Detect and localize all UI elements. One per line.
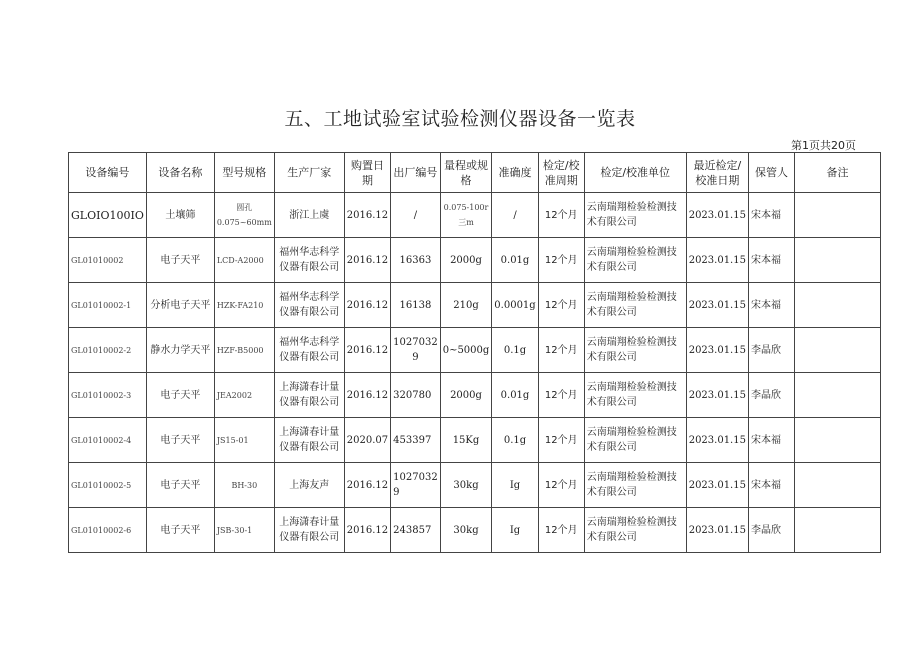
header-cell: 检定/校准周期	[538, 153, 584, 193]
serial-cell: 1027032 9	[391, 328, 441, 373]
device-name-cell: 电子天平	[146, 463, 214, 508]
maker-cell: 上海潇春计量仪器有限公司	[274, 508, 344, 553]
range-cell: 2000g	[440, 238, 492, 283]
header-cell: 量程或规格	[440, 153, 492, 193]
period-cell: 12个月	[538, 283, 584, 328]
header-cell: 准确度	[492, 153, 538, 193]
note-cell	[794, 328, 880, 373]
purchase-date-cell: 2016.12	[344, 463, 390, 508]
table-row	[69, 508, 881, 553]
calibration-unit-cell: 云南瑞翔检验检测技术有限公司	[584, 463, 686, 508]
device-id-cell: GL01010002-5	[69, 463, 147, 508]
maker-cell: 上海潇春计量仪器有限公司	[274, 418, 344, 463]
calibration-unit-cell: 云南瑞翔检验检测技术有限公司	[584, 373, 686, 418]
range-cell: 30kg	[440, 508, 492, 553]
model-cell: LCD-A2000	[214, 238, 274, 283]
period-cell: 12个月	[538, 463, 584, 508]
keeper-cell: 宋本福	[748, 283, 794, 328]
note-cell	[794, 418, 880, 463]
range-cell: 30kg	[440, 463, 492, 508]
device-id-cell: GL01010002	[69, 238, 147, 283]
last-calibration-cell: 2023.01.15	[686, 418, 748, 463]
device-id-cell: GL01010002-3	[69, 373, 147, 418]
model-cell: JS15-01	[214, 418, 274, 463]
accuracy-cell: 0.01g	[492, 238, 538, 283]
note-cell	[794, 508, 880, 553]
maker-cell: 福州华志科学仪器有限公司	[274, 238, 344, 283]
header-row	[69, 153, 881, 193]
purchase-date-cell: 2020.07	[344, 418, 390, 463]
header-cell: 生产厂家	[274, 153, 344, 193]
period-cell: 12个月	[538, 418, 584, 463]
header-cell: 最近检定/校准日期	[686, 153, 748, 193]
purchase-date-cell: 2016.12	[344, 238, 390, 283]
range-cell: 2000g	[440, 373, 492, 418]
purchase-date-cell: 2016.12	[344, 328, 390, 373]
period-cell: 12个月	[538, 373, 584, 418]
model-cell: JEA2002	[214, 373, 274, 418]
table-row	[69, 418, 881, 463]
keeper-cell: 宋本福	[748, 238, 794, 283]
maker-cell: 福州华志科学仪器有限公司	[274, 328, 344, 373]
model-cell: 圆孔 0.075~60mm	[214, 193, 274, 238]
serial-cell: 243857	[391, 508, 441, 553]
range-cell: 210g	[440, 283, 492, 328]
calibration-unit-cell: 云南瑞翔检验检测技术有限公司	[584, 328, 686, 373]
keeper-cell: 李晶欣	[748, 373, 794, 418]
range-cell: 0.075-100r三m	[440, 193, 492, 238]
device-name-cell: 电子天平	[146, 373, 214, 418]
header-cell: 保管人	[748, 153, 794, 193]
keeper-cell: 宋本福	[748, 463, 794, 508]
last-calibration-cell: 2023.01.15	[686, 328, 748, 373]
device-name-cell: 土壤筛	[146, 193, 214, 238]
table-row	[69, 283, 881, 328]
note-cell	[794, 193, 880, 238]
serial-cell: /	[391, 193, 441, 238]
range-cell: 15Kg	[440, 418, 492, 463]
header-cell: 出厂编号	[391, 153, 441, 193]
device-id-cell: GL01010002-1	[69, 283, 147, 328]
accuracy-cell: Ig	[492, 463, 538, 508]
table-row	[69, 328, 881, 373]
note-cell	[794, 373, 880, 418]
keeper-cell: 宋本福	[748, 418, 794, 463]
model-cell: JSB-30-1	[214, 508, 274, 553]
document-title: 五、工地试验室试验检测仪器设备一览表	[284, 108, 636, 130]
accuracy-cell: 0.1g	[492, 418, 538, 463]
last-calibration-cell: 2023.01.15	[686, 238, 748, 283]
device-name-cell: 静水力学天平	[146, 328, 214, 373]
purchase-date-cell: 2016.12	[344, 193, 390, 238]
note-cell	[794, 463, 880, 508]
device-name-cell: 电子天平	[146, 508, 214, 553]
keeper-cell: 宋本福	[748, 193, 794, 238]
calibration-unit-cell: 云南瑞翔检验检测技术有限公司	[584, 193, 686, 238]
maker-cell: 浙江上虞	[274, 193, 344, 238]
table-row	[69, 463, 881, 508]
header-cell: 型号规格	[214, 153, 274, 193]
header-cell: 设备名称	[146, 153, 214, 193]
calibration-unit-cell: 云南瑞翔检验检测技术有限公司	[584, 508, 686, 553]
accuracy-cell: 0.01g	[492, 373, 538, 418]
device-name-cell: 电子天平	[146, 238, 214, 283]
period-cell: 12个月	[538, 508, 584, 553]
period-cell: 12个月	[538, 238, 584, 283]
serial-cell: 16138	[391, 283, 441, 328]
maker-cell: 上海友声	[274, 463, 344, 508]
device-id-cell: GL01010002-6	[69, 508, 147, 553]
maker-cell: 福州华志科学仪器有限公司	[274, 283, 344, 328]
header-cell: 设备编号	[69, 153, 147, 193]
equipment-table	[68, 152, 881, 553]
accuracy-cell: Ig	[492, 508, 538, 553]
table-row	[69, 373, 881, 418]
last-calibration-cell: 2023.01.15	[686, 193, 748, 238]
range-cell: 0~5000g	[440, 328, 492, 373]
device-id-cell: GLOIO100IO	[69, 193, 147, 238]
device-id-cell: GL01010002-2	[69, 328, 147, 373]
period-cell: 12个月	[538, 193, 584, 238]
device-name-cell: 分析电子天平	[146, 283, 214, 328]
table-row	[69, 238, 881, 283]
model-cell: HZK-FA210	[214, 283, 274, 328]
device-name-cell: 电子天平	[146, 418, 214, 463]
serial-cell: 1027032 9	[391, 463, 441, 508]
last-calibration-cell: 2023.01.15	[686, 463, 748, 508]
calibration-unit-cell: 云南瑞翔检验检测技术有限公司	[584, 238, 686, 283]
calibration-unit-cell: 云南瑞翔检验检测技术有限公司	[584, 283, 686, 328]
purchase-date-cell: 2016.12	[344, 508, 390, 553]
model-cell: HZF-B5000	[214, 328, 274, 373]
purchase-date-cell: 2016.12	[344, 283, 390, 328]
header-cell: 购置日期	[344, 153, 390, 193]
serial-cell: 453397	[391, 418, 441, 463]
table-row	[69, 193, 881, 238]
header-cell: 检定/校准单位	[584, 153, 686, 193]
note-cell	[794, 283, 880, 328]
keeper-cell: 李晶欣	[748, 508, 794, 553]
period-cell: 12个月	[538, 328, 584, 373]
keeper-cell: 李晶欣	[748, 328, 794, 373]
last-calibration-cell: 2023.01.15	[686, 508, 748, 553]
accuracy-cell: 0.1g	[492, 328, 538, 373]
purchase-date-cell: 2016.12	[344, 373, 390, 418]
device-id-cell: GL01010002-4	[69, 418, 147, 463]
header-cell: 备注	[794, 153, 880, 193]
last-calibration-cell: 2023.01.15	[686, 283, 748, 328]
serial-cell: 16363	[391, 238, 441, 283]
model-cell: BH-30	[214, 463, 274, 508]
maker-cell: 上海潇春计量仪器有限公司	[274, 373, 344, 418]
note-cell	[794, 238, 880, 283]
accuracy-cell: 0.0001g	[492, 283, 538, 328]
page-indicator: 第1页共20页	[791, 139, 856, 152]
accuracy-cell: /	[492, 193, 538, 238]
calibration-unit-cell: 云南瑞翔检验检测技术有限公司	[584, 418, 686, 463]
serial-cell: 320780	[391, 373, 441, 418]
last-calibration-cell: 2023.01.15	[686, 373, 748, 418]
